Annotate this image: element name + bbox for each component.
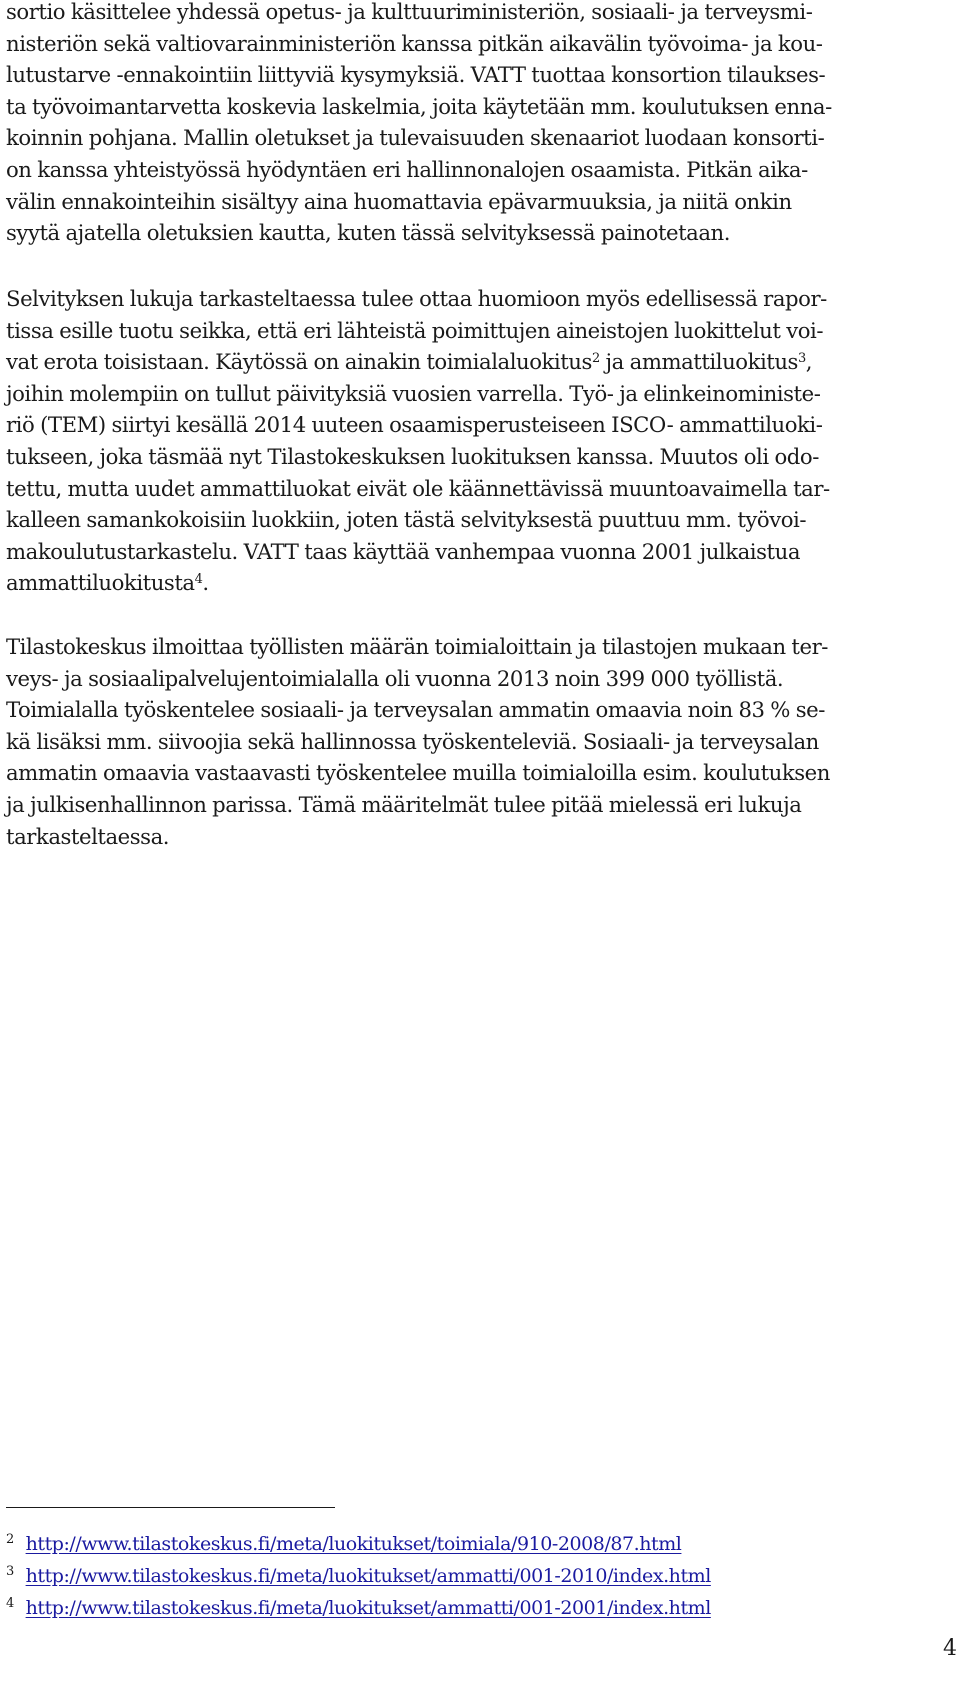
paragraph-line: on kanssa yhteistyössä hyödyntäen eri hallinnonalojen osaamista. Pitkän aika- (6, 156, 808, 182)
paragraph-line: ta työvoimantarvetta koskevia laskelmia, joita käytetään mm. koulutuksen enna- (6, 93, 832, 119)
paragraph-line: tettu, mutta uudet ammattiluokat eivät ole käännettävissä muuntoavaimella tar- (6, 475, 830, 501)
paragraph-line: tarkasteltaessa. (6, 823, 170, 849)
text-run: . (202, 570, 209, 596)
paragraph-line: Tilastokeskus ilmoittaa työllisten määrän toimialoittain ja tilastojen mukaan ter- (6, 634, 828, 659)
footnote-link[interactable]: http://www.tilastokeskus.fi/meta/luokitukset/ammatti/001-2010/index.html (25, 1565, 711, 1587)
paragraph-line: tukseen, joka täsmää nyt Tilastokeskuksen luokituksen kanssa. Muutos oli odo- (6, 443, 819, 469)
paragraph-line: riö (TEM) siirtyi kesällä 2014 uuteen osaamisperusteiseen ISCO- ammattiluoki- (6, 412, 823, 438)
footnote-ref-4[interactable]: 4 (194, 572, 203, 588)
paragraph-line: makoulutustarkastelu. VATT taas käyttää vanhempaa vuonna 2001 julkaistua (6, 538, 801, 564)
text-run: ja ammattiluokitus (599, 349, 798, 375)
paragraph-line: joihin molempiin on tullut päivityksiä vuosien varrella. Työ- ja elinkeinoministe- (6, 380, 821, 406)
footnote-link[interactable]: http://www.tilastokeskus.fi/meta/luokitukset/ammatti/001-2001/index.html (25, 1597, 711, 1619)
paragraph-line: Selvityksen lukuja tarkasteltaessa tulee ottaa huomioon myös edellisessä rapor- (6, 286, 827, 311)
paragraph-line: syytä ajatella oletuksien kautta, kuten tässä selvityksessä painotetaan. (6, 220, 731, 246)
paragraph-2 (6, 283, 946, 599)
paragraph-line: ammatin omaavia vastaavasti työskentelee muilla toimialoilla esim. koulutuksen (6, 760, 830, 786)
paragraph-line: sortio käsittelee yhdessä opetus- ja kulttuuriministeriön, sosiaali- ja terveysmi- (6, 0, 813, 24)
footnote-ref-2[interactable]: 2 (591, 351, 600, 367)
paragraph-line: kä lisäksi mm. siivoojia sekä hallinnossa työskenteleviä. Sosiaali- ja terveysalan (6, 728, 819, 754)
paragraph-line: nisteriön sekä valtiovarainministeriön kanssa pitkän aikavälin työvoima- ja kou- (6, 30, 823, 56)
footnote-ref-3[interactable]: 3 (797, 351, 806, 367)
footnote-item: 3 http://www.tilastokeskus.fi/meta/luokitukset/ammatti/001-2010/index.html (6, 1564, 711, 1587)
paragraph-line: välin ennakointeihin sisältyy aina huomattavia epävarmuuksia, ja niitä onkin (6, 188, 792, 214)
footnote-item: 4 http://www.tilastokeskus.fi/meta/luokitukset/ammatti/001-2001/index.html (6, 1596, 711, 1619)
footnote-link[interactable]: http://www.tilastokeskus.fi/meta/luokitukset/toimiala/910-2008/87.html (25, 1533, 682, 1555)
page-number: 4 (943, 1636, 957, 1661)
paragraph-line: tissa esille tuotu seikka, että eri lähteistä poimittujen aineistojen luokittelut voi- (6, 317, 824, 343)
paragraph-line: kalleen samankokoisiin luokkiin, joten tästä selvityksestä puuttuu mm. työvoi- (6, 507, 807, 533)
text-run: ammattiluokitusta (6, 570, 195, 596)
paragraph-line (6, 567, 946, 599)
paragraph-3 (6, 631, 946, 852)
text-run: vat erota toisistaan. Käytössä on ainakin toimialaluokitus (6, 349, 592, 375)
paragraph-line: ja julkisenhallinnon parissa. Tämä määritelmät tulee pitää mielessä eri lukuja (6, 791, 802, 817)
paragraph-line: koinnin pohjana. Mallin oletukset ja tulevaisuuden skenaariot luodaan konsorti- (6, 125, 825, 151)
paragraph-line: veys- ja sosiaalipalvelujentoimialalla oli vuonna 2013 noin 399 000 työllistä. (6, 665, 784, 691)
paragraph-line (6, 346, 946, 378)
footnotes (6, 1528, 711, 1624)
text-run: , (805, 349, 813, 375)
footnote-separator (6, 1507, 335, 1508)
footnote-item: 2 http://www.tilastokeskus.fi/meta/luokitukset/toimiala/910-2008/87.html (6, 1532, 682, 1555)
paragraph-line: Toimialalla työskentelee sosiaali- ja terveysalan ammatin omaavia noin 83 % se- (6, 697, 825, 723)
paragraph-1 (6, 0, 946, 249)
paragraph-line: lutustarve -ennakointiin liittyviä kysymyksiä. VATT tuottaa konsortion tilaukses- (6, 62, 826, 88)
